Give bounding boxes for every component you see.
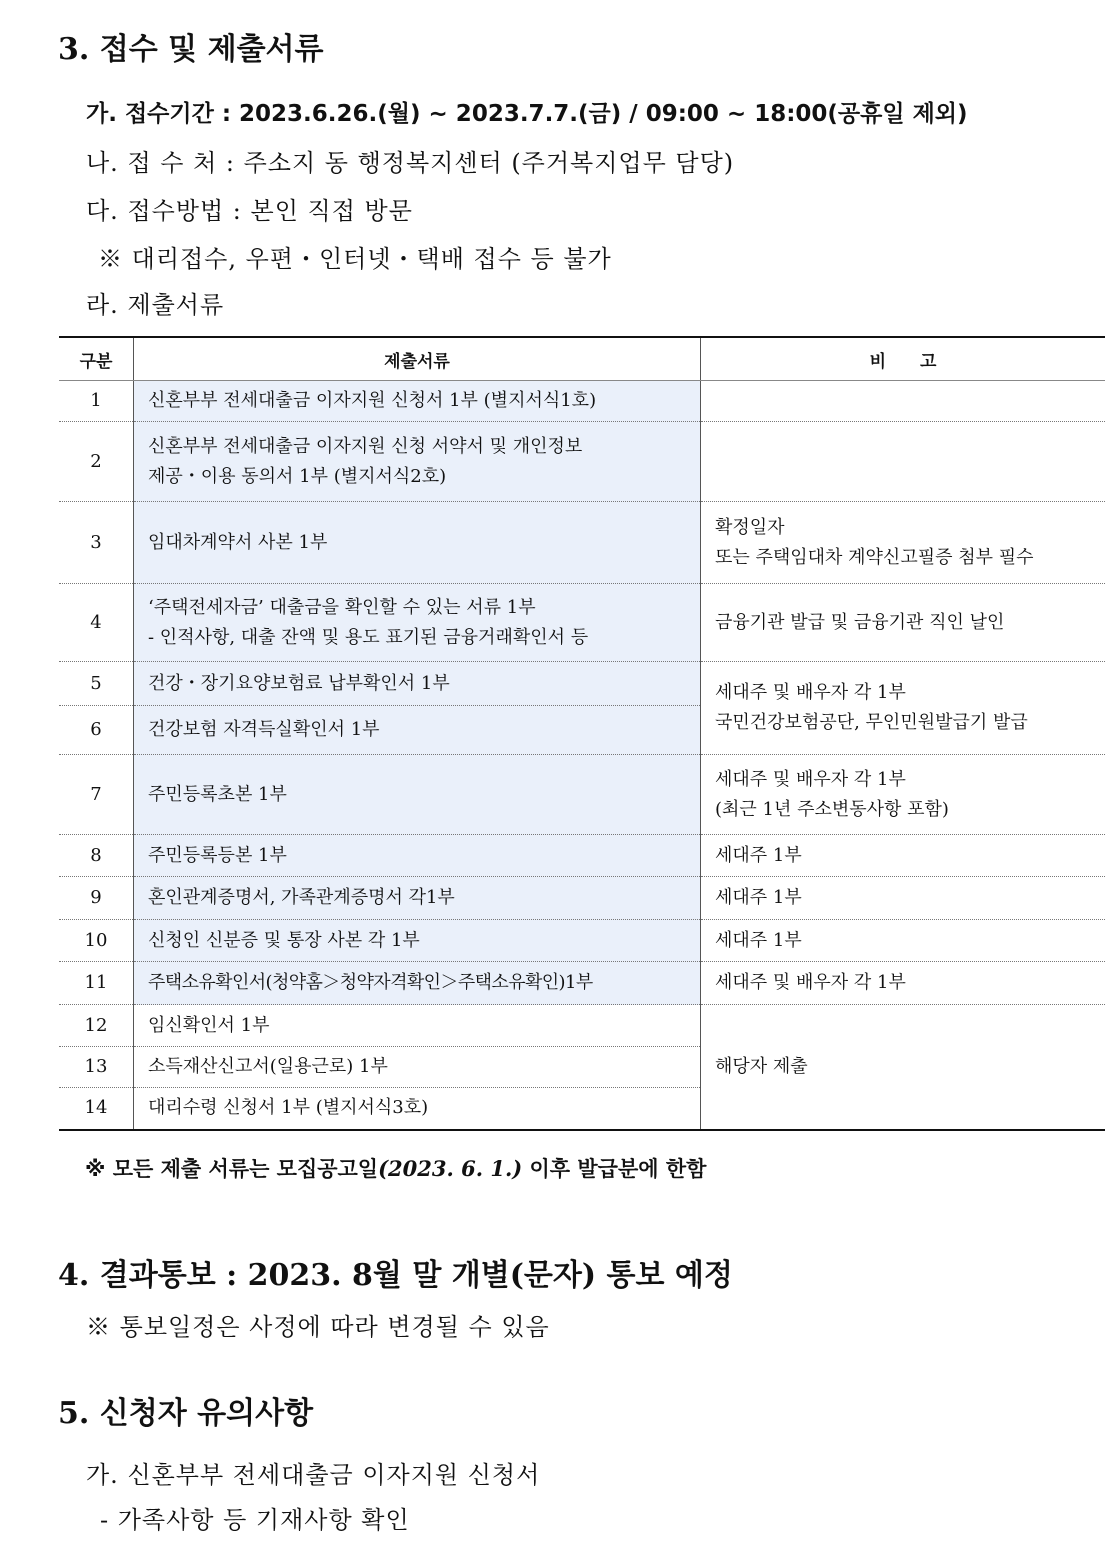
- row-remark-line: (최근 1년 주소변동사항 포함): [715, 798, 949, 820]
- row-document-line: - 인적사항, 대출 잔액 및 용도 표기된 금융거래확인서 등: [148, 626, 589, 648]
- table-header-row: [59, 337, 1105, 381]
- row-no: 14: [59, 1088, 134, 1130]
- row-document: 건강・장기요양보험료 납부확인서 1부: [134, 662, 701, 706]
- row-remark: 세대주 1부: [701, 835, 1106, 877]
- row-remark-line: 확정일자: [715, 516, 785, 538]
- row-no: 6: [59, 706, 134, 755]
- table-row: [59, 1005, 1105, 1047]
- header-remark: 비 고: [701, 337, 1106, 381]
- table-row: [59, 835, 1105, 877]
- footnote-suffix: 이후 발급분에 한함: [522, 1157, 707, 1181]
- table-footnote: [85, 1153, 706, 1183]
- row-no: 12: [59, 1005, 134, 1047]
- row-no: 5: [59, 662, 134, 706]
- row-document: [134, 422, 701, 502]
- row-no: 1: [59, 381, 134, 422]
- table-row: [59, 962, 1105, 1005]
- table-row: [59, 584, 1105, 662]
- row-document: [134, 584, 701, 662]
- row-no: 11: [59, 962, 134, 1005]
- section-4-note: ※ 통보일정은 사정에 따라 변경될 수 있음: [86, 1313, 550, 1341]
- row-document-line: 제공・이용 동의서 1부 (별지서식2호): [148, 465, 447, 487]
- row-no: 8: [59, 835, 134, 877]
- reception-method: 다. 접수방법 : 본인 직접 방문: [86, 197, 413, 225]
- header-no: 구분: [59, 337, 134, 381]
- reception-note: ※ 대리접수, 우편・인터넷・택배 접수 등 불가: [98, 245, 612, 273]
- reception-period: 가. 접수기간 : 2023.6.26.(월) ~ 2023.7.7.(금) / 09:00 ~ 18:00(공휴일 제외): [86, 101, 968, 127]
- row-remark: [701, 502, 1106, 584]
- table-row: [59, 920, 1105, 962]
- row-remark: 금융기관 발급 및 금융기관 직인 날인: [701, 584, 1106, 662]
- row-document-line: 신혼부부 전세대출금 이자지원 신청 서약서 및 개인정보: [148, 435, 583, 457]
- section-5-heading: 5. 신청자 유의사항: [58, 1396, 314, 1431]
- row-remark: [701, 381, 1106, 422]
- footnote-prefix: ※ 모든 제출 서류는 모집공고일: [85, 1157, 379, 1181]
- row-remark: 세대주 및 배우자 각 1부: [701, 962, 1106, 1005]
- row-remark-line: 국민건강보험공단, 무인민원발급기 발급: [715, 712, 1028, 733]
- row-remark: 세대주 1부: [701, 877, 1106, 920]
- row-remark: 해당자 제출: [701, 1005, 1106, 1130]
- row-no: 7: [59, 755, 134, 835]
- row-no: 13: [59, 1047, 134, 1088]
- header-document: 제출서류: [134, 337, 701, 381]
- table-row: [59, 381, 1105, 422]
- row-document: 소득재산신고서(일용근로) 1부: [134, 1047, 701, 1088]
- section-5-item: 가. 신혼부부 전세대출금 이자지원 신청서: [86, 1461, 541, 1489]
- table-row: [59, 662, 1105, 706]
- row-remark: [701, 422, 1106, 502]
- row-remark-line: 세대주 및 배우자 각 1부: [715, 768, 906, 790]
- table-row: [59, 755, 1105, 835]
- footnote-date: (2023. 6. 1.): [378, 1156, 523, 1181]
- row-document: 임신확인서 1부: [134, 1005, 701, 1047]
- row-no: 2: [59, 422, 134, 502]
- documents-table: [59, 336, 1105, 1131]
- row-remark: [701, 755, 1106, 835]
- section-3-heading: 3. 접수 및 제출서류: [58, 32, 324, 67]
- row-no: 3: [59, 502, 134, 584]
- row-document: 건강보험 자격득실확인서 1부: [134, 706, 701, 755]
- table-row: [59, 877, 1105, 920]
- row-remark-line: 또는 주택임대차 계약신고필증 첨부 필수: [715, 546, 1034, 568]
- row-document: 주민등록초본 1부: [134, 755, 701, 835]
- reception-place: 나. 접 수 처 : 주소지 동 행정복지센터 (주거복지업무 담당): [86, 149, 735, 177]
- section-4-heading: 4. 결과통보 : 2023. 8월 말 개별(문자) 통보 예정: [58, 1258, 733, 1293]
- row-remark: 세대주 1부: [701, 920, 1106, 962]
- row-no: 10: [59, 920, 134, 962]
- row-document: 주택소유확인서(청약홈＞청약자격확인＞주택소유확인)1부: [134, 962, 701, 1005]
- row-document: 주민등록등본 1부: [134, 835, 701, 877]
- row-document: 신청인 신분증 및 통장 사본 각 1부: [134, 920, 701, 962]
- row-remark: [701, 662, 1106, 755]
- table-row: [59, 422, 1105, 502]
- row-document: 혼인관계증명서, 가족관계증명서 각1부: [134, 877, 701, 920]
- section-5-subitem: - 가족사항 등 기재사항 확인: [100, 1506, 410, 1534]
- row-document: 대리수령 신청서 1부 (별지서식3호): [134, 1088, 701, 1130]
- row-document-line: ‘주택전세자금’ 대출금을 확인할 수 있는 서류 1부: [148, 596, 536, 618]
- row-document: 임대차계약서 사본 1부: [134, 502, 701, 584]
- row-no: 4: [59, 584, 134, 662]
- documents-table-wrapper: [59, 336, 1105, 1131]
- row-remark-line: 세대주 및 배우자 각 1부: [715, 682, 906, 703]
- row-document: 신혼부부 전세대출금 이자지원 신청서 1부 (별지서식1호): [134, 381, 701, 422]
- table-row: [59, 502, 1105, 584]
- row-no: 9: [59, 877, 134, 920]
- documents-label: 라. 제출서류: [86, 291, 225, 319]
